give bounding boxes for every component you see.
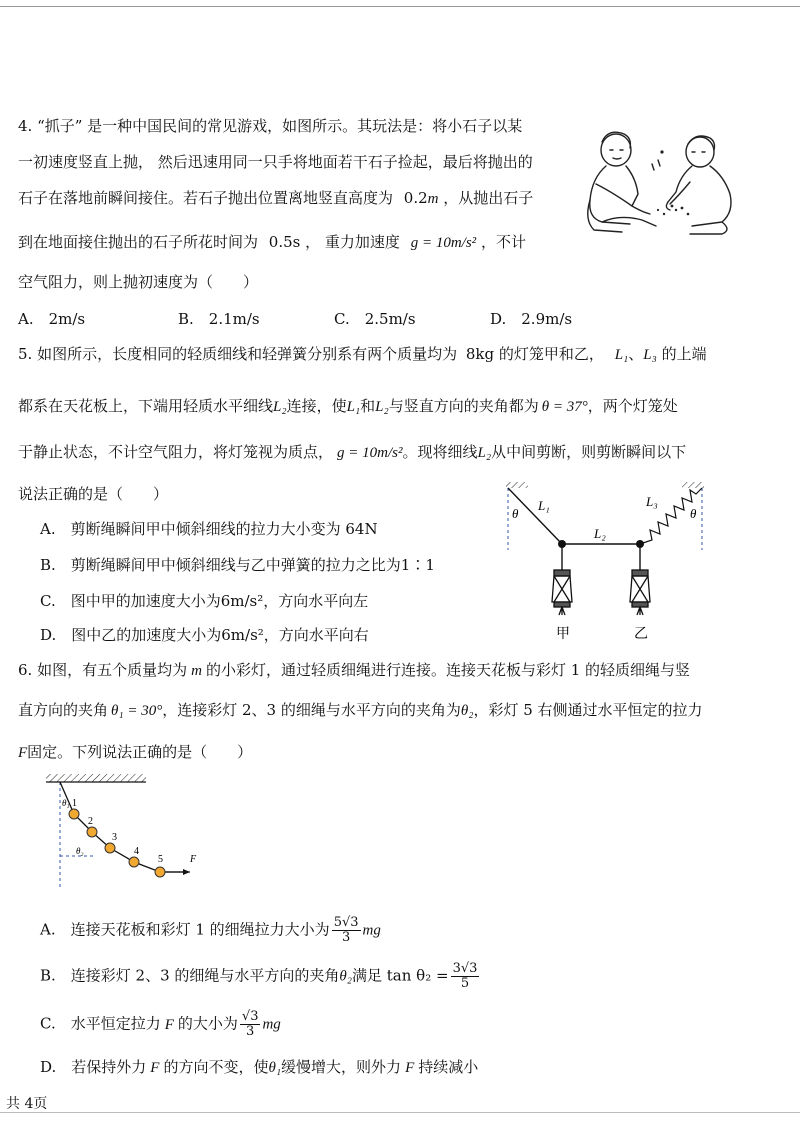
q5-line-3: 于静止状态，不计空气阻力，将灯笼视为质点， g = 10m/s²。现将细线L₂从中间剪断，则剪断瞬间以下 [18, 443, 687, 461]
q6-label-f: F [190, 854, 197, 865]
q6-option-b: B. 连接彩灯 2、3 的细绳与水平方向的夹角θ₂满足 tan θ₂ = $\frac{3√3}{5}$ [40, 961, 478, 991]
q5-label-yi: 乙 [634, 627, 648, 642]
q6-lamp-5 [155, 867, 165, 877]
q5-lantern-jia [552, 570, 572, 615]
q5-line-2: 都系在天花板上，下端用轻质水平细线L₂连接，使L₁和L₂与竖直方向的夹角都为 θ = 37°，两个灯笼处 [18, 397, 678, 415]
q6-label-4: 4 [134, 846, 139, 857]
q6-figure [40, 770, 210, 900]
q6-theta1: θ₁ = 30° [111, 703, 163, 719]
q6-ceiling [46, 774, 146, 782]
q6-lamp-2 [87, 827, 97, 837]
q6-line-1: 6. 如图，有五个质量均为 m 的小彩灯，通过轻质细绳进行连接。连接天花板与彩灯 1 的轻质细绳与竖 [18, 661, 691, 679]
q5-theta-right: θ [690, 506, 697, 521]
q6-lamp-1 [69, 809, 79, 819]
q5-option-b: B. 剪断绳瞬间甲中倾斜细线与乙中弹簧的拉力之比为1∶1 [40, 556, 435, 574]
q4-line-2: 一初速度竖直上抛， 然后迅速用同一只手将地面若干石子捡起，最后将抛出的 [18, 153, 533, 171]
page-footer: 共 4页 [6, 1096, 48, 1112]
q6-string [60, 782, 186, 872]
q6-line-2: 直方向的夹角 θ₁ = 30°，连接彩灯 2、3 的细绳与水平方向的夹角为θ₂，彩灯 5 右侧通过水平恒定的拉力 [18, 701, 703, 719]
q5-ceiling-left [506, 482, 528, 488]
q5-label-jia: 甲 [556, 627, 570, 642]
q6-label-theta2: θ₂ [76, 846, 84, 856]
q4-option-c: C. 2.5m/s [334, 310, 416, 328]
q5-figure [500, 478, 720, 648]
q4-line-4: 到在地面接住抛出的石子所花时间为 0.5s ， 重力加速度 g = 10m/s² ，不计 [18, 233, 526, 251]
q5-label-l2: L₂ [594, 526, 606, 541]
bottom-rule [0, 1112, 800, 1113]
q5-theta-left: θ [512, 506, 519, 521]
q5-label-l3: L₃ [646, 494, 658, 509]
q5-option-d: D. 图中乙的加速度大小为6m/s²，方向水平向右 [40, 626, 369, 644]
q5-line-4: 说法正确的是（ ） [18, 485, 169, 503]
q5-lantern-yi [630, 570, 650, 615]
q5-g: g = 10m/s² [337, 445, 403, 461]
q6-label-5: 5 [158, 854, 163, 865]
q5-mass: 8kg [465, 345, 495, 363]
q6-line-3: F固定。下列说法正确的是（ ） [18, 743, 253, 761]
q6-option-d: D. 若保持外力 F 的方向不变，使θ₁缓慢增大，则外力 F 持续减小 [40, 1058, 479, 1076]
q4-height: 0.2m [403, 189, 439, 207]
q5-line-1: 5. 如图所示，长度相同的轻质细线和轻弹簧分别系有两个质量均为 8kg 的灯笼甲和乙， L₁、L₃ 的上端 [18, 345, 707, 363]
q4-option-d: D. 2.9m/s [490, 310, 573, 328]
q6-label-2: 2 [88, 816, 93, 827]
q4-line-3: 石子在落地前瞬间接住。若石子抛出位置离地竖直高度为 0.2m ，从抛出石子 [18, 189, 534, 207]
q6-lamp-4 [129, 857, 139, 867]
q4-option-a: A. 2m/s [18, 310, 86, 328]
q4-g: g = 10m/s² [410, 235, 477, 251]
top-rule [0, 6, 800, 7]
q4-time: 0.5s [268, 233, 301, 251]
q5-option-a: A. 剪断绳瞬间甲中倾斜细线的拉力大小变为 64N [40, 520, 378, 538]
q5-label-l1: L₁ [538, 498, 550, 513]
q4-line-1: 4. “抓子” 是一种中国民间的常见游戏，如图所示。其玩法是：将小石子以某 [18, 117, 523, 135]
q6-label-theta1: θ₁ [62, 798, 70, 808]
q4-illustration [572, 122, 752, 240]
q5-theta: θ = 37° [541, 399, 588, 415]
q5-option-c: C. 图中甲的加速度大小为6m/s²，方向水平向左 [40, 592, 369, 610]
q6-label-1: 1 [72, 798, 77, 809]
q6-label-3: 3 [112, 832, 117, 843]
q6-lamp-3 [105, 843, 115, 853]
q4-line-5: 空气阻力，则上抛初速度为（ ） [18, 273, 259, 291]
q6-option-a: A. 连接天花板和彩灯 1 的细绳拉力大小为 $\frac{5√3}{3}$ mg [40, 915, 381, 945]
q5-ceiling-right [682, 482, 704, 488]
q6-option-c: C. 水平恒定拉力 F 的大小为 $\frac{√3}{3}$ mg [40, 1009, 281, 1039]
q4-option-b: B. 2.1m/s [178, 310, 260, 328]
